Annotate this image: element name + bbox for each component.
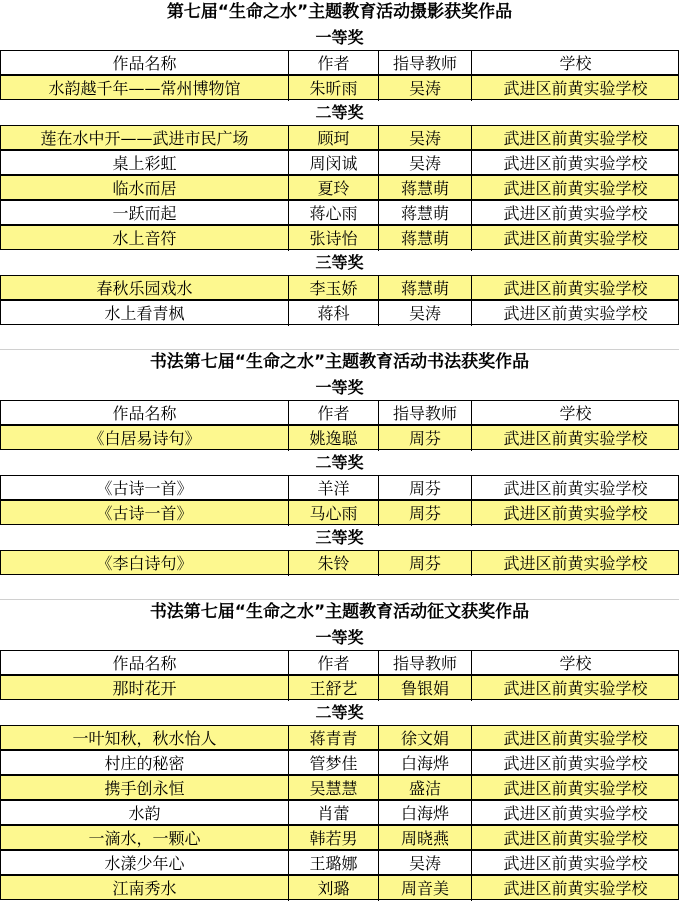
table-row (0, 275, 679, 300)
cell-author[interactable]: 吴慧慧 (289, 776, 379, 801)
cell-teacher[interactable]: 吴涛 (379, 126, 472, 151)
cell-work[interactable]: 莲在水中开——武进市民广场 (1, 126, 289, 151)
header-author[interactable]: 作者 (289, 401, 379, 426)
cell-work[interactable]: 水韵 (1, 801, 289, 826)
cell-author[interactable]: 顾珂 (289, 126, 379, 151)
cell-teacher[interactable]: 蒋慧萌 (379, 176, 472, 201)
cell-author[interactable]: 姚逸聪 (289, 426, 379, 451)
column-header-row (0, 400, 679, 425)
spacer-row (0, 325, 679, 350)
cell-work[interactable]: 春秋乐园戏水 (1, 276, 289, 301)
cell-school[interactable]: 武进区前黄实验学校 (503, 79, 648, 98)
header-teacher[interactable]: 指导教师 (379, 51, 472, 76)
cell-teacher[interactable]: 蒋慧萌 (379, 276, 472, 301)
table-row (0, 750, 679, 775)
column-header-row (0, 50, 679, 75)
cell-school[interactable]: 武进区前黄实验学校 (503, 129, 648, 148)
cell-author[interactable]: 王舒艺 (289, 676, 379, 701)
table-row (0, 725, 679, 750)
award-level-row: 三等奖 (315, 253, 364, 272)
cell-school[interactable]: 武进区前黄实验学校 (503, 854, 648, 873)
cell-author[interactable]: 管梦佳 (289, 751, 379, 776)
cell-author[interactable]: 周闵诚 (289, 151, 379, 176)
cell-author[interactable]: 张诗怡 (289, 226, 379, 251)
cell-teacher[interactable]: 周芬 (379, 426, 472, 451)
header-school[interactable]: 学校 (559, 404, 592, 423)
cell-teacher[interactable]: 吴涛 (379, 76, 472, 101)
award-level-row: 一等奖 (315, 28, 364, 47)
cell-school[interactable]: 武进区前黄实验学校 (503, 554, 648, 573)
cell-school[interactable]: 武进区前黄实验学校 (503, 204, 648, 223)
cell-school[interactable]: 武进区前黄实验学校 (503, 279, 648, 298)
cell-school[interactable]: 武进区前黄实验学校 (503, 229, 648, 248)
cell-work[interactable]: 桌上彩虹 (1, 151, 289, 176)
cell-work[interactable]: 水上看青枫 (1, 301, 289, 326)
section-title: 书法第七届“生命之水”主题教育活动征文获奖作品 (149, 602, 530, 622)
cell-author[interactable]: 刘璐 (289, 876, 379, 901)
table-row (0, 675, 679, 700)
award-level-row: 一等奖 (315, 628, 364, 647)
table-row (0, 175, 679, 200)
cell-author[interactable]: 马心雨 (289, 501, 379, 526)
cell-work[interactable]: 《古诗一首》 (1, 476, 289, 501)
cell-school[interactable]: 武进区前黄实验学校 (503, 504, 648, 523)
table-row (0, 125, 679, 150)
cell-work[interactable]: 临水而居 (1, 176, 289, 201)
cell-teacher[interactable]: 吴涛 (379, 301, 472, 326)
cell-author[interactable]: 羊洋 (289, 476, 379, 501)
table-row (0, 225, 679, 250)
cell-work[interactable]: 江南秀水 (1, 876, 289, 901)
award-level-row: 三等奖 (315, 528, 364, 547)
cell-work[interactable]: 村庄的秘密 (1, 751, 289, 776)
table-row (0, 475, 679, 500)
header-work[interactable]: 作品名称 (1, 651, 289, 676)
cell-school[interactable]: 武进区前黄实验学校 (503, 179, 648, 198)
cell-work[interactable]: 水漾少年心 (1, 851, 289, 876)
cell-school[interactable]: 武进区前黄实验学校 (503, 729, 648, 748)
table-row (0, 850, 679, 875)
cell-school[interactable]: 武进区前黄实验学校 (503, 779, 648, 798)
cell-work[interactable]: 《古诗一首》 (1, 501, 289, 526)
cell-author[interactable]: 肖蕾 (289, 801, 379, 826)
cell-school[interactable]: 武进区前黄实验学校 (503, 829, 648, 848)
table-row (0, 425, 679, 450)
cell-author[interactable]: 韩若男 (289, 826, 379, 851)
cell-author[interactable]: 王璐娜 (289, 851, 379, 876)
cell-work[interactable]: 一跃而起 (1, 201, 289, 226)
table-row (0, 825, 679, 850)
award-level-row: 一等奖 (315, 378, 364, 397)
table-row (0, 200, 679, 225)
award-level-row: 二等奖 (315, 103, 364, 122)
cell-teacher[interactable]: 盛洁 (379, 776, 472, 801)
cell-teacher[interactable]: 蒋慧萌 (379, 226, 472, 251)
cell-author[interactable]: 朱昕雨 (289, 76, 379, 101)
header-school[interactable]: 学校 (559, 54, 592, 73)
cell-work[interactable]: 《白居易诗句》 (1, 426, 289, 451)
section-title: 书法第七届“生命之水”主题教育活动书法获奖作品 (149, 352, 530, 372)
section-title: 第七届“生命之水”主题教育活动摄影获奖作品 (166, 2, 513, 22)
cell-teacher[interactable]: 周音美 (379, 876, 472, 901)
cell-work[interactable]: 一叶知秋，秋水怡人 (1, 726, 289, 751)
cell-teacher[interactable]: 周芬 (379, 551, 472, 576)
cell-teacher[interactable]: 吴涛 (379, 851, 472, 876)
cell-teacher[interactable]: 周芬 (379, 476, 472, 501)
cell-school[interactable]: 武进区前黄实验学校 (503, 479, 648, 498)
table-row (0, 75, 679, 100)
cell-teacher[interactable]: 徐文娟 (379, 726, 472, 751)
header-teacher[interactable]: 指导教师 (379, 401, 472, 426)
header-author[interactable]: 作者 (289, 51, 379, 76)
cell-teacher[interactable]: 吴涛 (379, 151, 472, 176)
table-row (0, 550, 679, 575)
cell-work[interactable]: 水上音符 (1, 226, 289, 251)
header-teacher[interactable]: 指导教师 (379, 651, 472, 676)
table-row (0, 500, 679, 525)
table-row (0, 150, 679, 175)
award-level-row: 二等奖 (315, 703, 364, 722)
cell-school[interactable]: 武进区前黄实验学校 (503, 679, 648, 698)
header-school[interactable]: 学校 (559, 654, 592, 673)
cell-work[interactable]: 一滴水，一颗心 (1, 826, 289, 851)
header-work[interactable]: 作品名称 (1, 401, 289, 426)
cell-author[interactable]: 朱铃 (289, 551, 379, 576)
header-work[interactable]: 作品名称 (1, 51, 289, 76)
cell-work[interactable]: 《李白诗句》 (1, 551, 289, 576)
cell-teacher[interactable]: 蒋慧萌 (379, 201, 472, 226)
table-row (0, 775, 679, 800)
cell-author[interactable]: 李玉娇 (289, 276, 379, 301)
cell-author[interactable]: 蒋心雨 (289, 201, 379, 226)
table-row (0, 300, 679, 325)
cell-teacher[interactable]: 白海烨 (379, 801, 472, 826)
cell-work[interactable]: 那时花开 (1, 676, 289, 701)
table-row (0, 875, 679, 900)
header-author[interactable]: 作者 (289, 651, 379, 676)
cell-teacher[interactable]: 白海烨 (379, 751, 472, 776)
cell-author[interactable]: 蒋青青 (289, 726, 379, 751)
cell-work[interactable]: 携手创永恒 (1, 776, 289, 801)
cell-work[interactable]: 水韵越千年——常州博物馆 (1, 76, 289, 101)
cell-school[interactable]: 武进区前黄实验学校 (503, 154, 648, 173)
spacer-row (0, 575, 679, 600)
cell-teacher[interactable]: 周芬 (379, 501, 472, 526)
award-level-row: 二等奖 (315, 453, 364, 472)
column-header-row (0, 650, 679, 675)
cell-teacher[interactable]: 周晓燕 (379, 826, 472, 851)
cell-author[interactable]: 夏玲 (289, 176, 379, 201)
cell-school[interactable]: 武进区前黄实验学校 (503, 304, 648, 323)
cell-school[interactable]: 武进区前黄实验学校 (503, 754, 648, 773)
cell-author[interactable]: 蒋科 (289, 301, 379, 326)
cell-teacher[interactable]: 鲁银娟 (379, 676, 472, 701)
cell-school[interactable]: 武进区前黄实验学校 (503, 879, 648, 898)
cell-school[interactable]: 武进区前黄实验学校 (503, 804, 648, 823)
table-row (0, 800, 679, 825)
cell-school[interactable]: 武进区前黄实验学校 (503, 429, 648, 448)
